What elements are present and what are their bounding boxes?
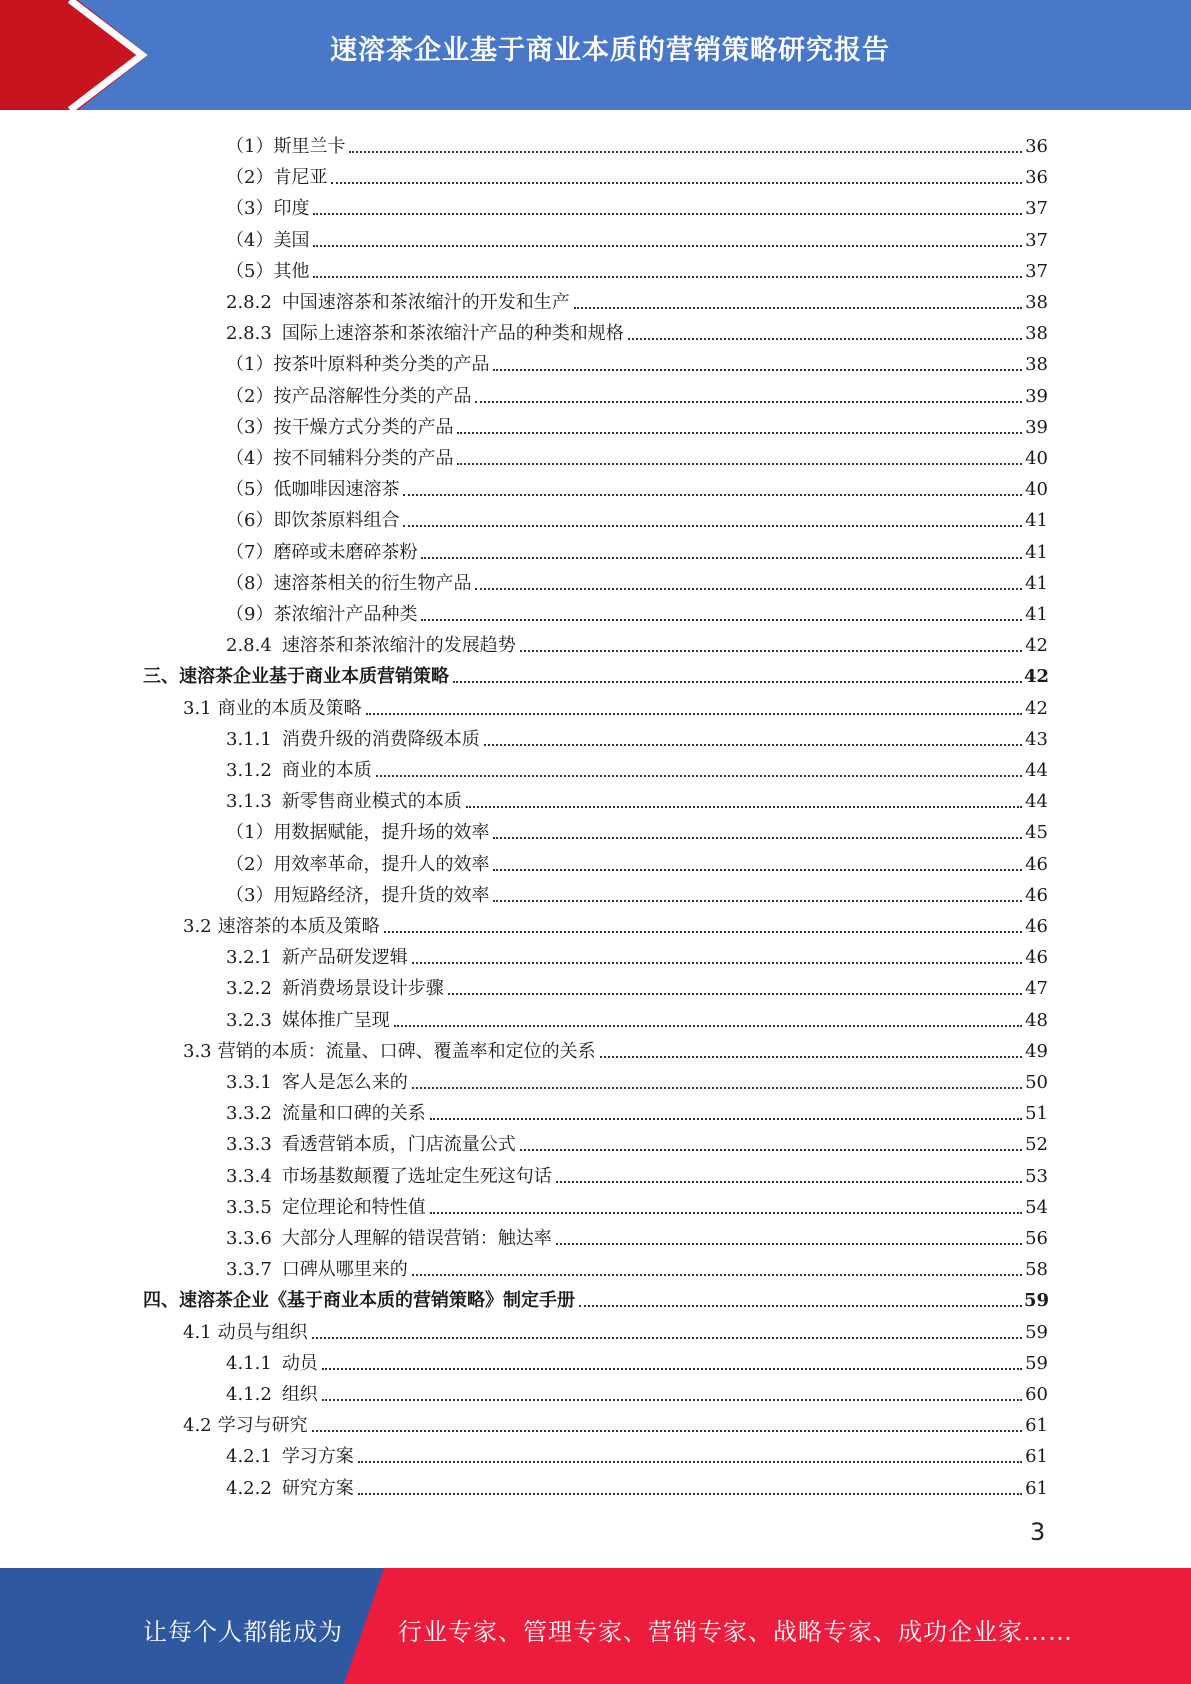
toc-entry-page: 51 — [1025, 1103, 1048, 1124]
toc-entry-label: 组织 — [281, 1384, 318, 1405]
toc-entry-label: 中国速溶茶和茶浓缩汁的开发和生产 — [281, 292, 570, 313]
toc-entry-label: 即饮茶原料组合 — [273, 510, 400, 531]
toc-dot-leader — [412, 1086, 1022, 1089]
toc-entry-number: （1） — [226, 136, 274, 157]
toc-entry-number: 三、 — [143, 666, 179, 687]
toc-entry-number: 3.3.1 — [226, 1072, 272, 1093]
toc-entry-number: （1） — [226, 354, 274, 375]
toc-entry-page: 37 — [1025, 261, 1048, 282]
toc-entry-page: 61 — [1025, 1446, 1048, 1467]
toc-entry[interactable] — [183, 1407, 1048, 1437]
toc-entry-label: 新消费场景设计步骤 — [281, 978, 444, 999]
toc-entry-number: （3） — [226, 885, 274, 906]
toc-entry-page: 39 — [1025, 417, 1048, 438]
toc-entry-number: 3.1.3 — [226, 791, 272, 812]
toc-entry-label: 低咖啡因速溶茶 — [273, 479, 400, 500]
toc-entry[interactable] — [226, 284, 1048, 314]
toc-entry[interactable] — [226, 471, 1048, 501]
toc-entry[interactable] — [226, 378, 1048, 408]
toc-entry-page: 47 — [1025, 978, 1048, 999]
toc-entry-number: 4.1.2 — [226, 1384, 272, 1405]
toc-entry-label: 国际上速溶茶和茶浓缩汁产品的种类和规格 — [281, 323, 624, 344]
toc-entry-page: 45 — [1025, 822, 1048, 843]
toc-dot-leader — [453, 680, 1022, 683]
toc-entry-page: 40 — [1025, 479, 1048, 500]
toc-entry-page: 36 — [1025, 136, 1048, 157]
toc-entry-page: 37 — [1025, 230, 1048, 251]
toc-entry-number: （2） — [226, 386, 274, 407]
toc-dot-leader — [312, 1429, 1022, 1432]
toc-dot-leader — [520, 649, 1022, 652]
toc-entry-number: 2.8.4 — [226, 635, 272, 656]
toc-entry-page: 59 — [1025, 1353, 1048, 1374]
toc-dot-leader — [313, 212, 1022, 215]
toc-dot-leader — [322, 1367, 1022, 1370]
toc-dot-leader — [376, 774, 1022, 777]
toc-entry-page: 46 — [1025, 916, 1048, 937]
toc-entry-label: 流量和口碑的关系 — [281, 1103, 426, 1124]
toc-entry-page: 41 — [1025, 604, 1048, 625]
toc-entry-page: 46 — [1025, 854, 1048, 875]
toc-entry-label: 市场基数颠覆了选址定生死这句话 — [281, 1166, 552, 1187]
toc-entry-label: 其他 — [273, 261, 310, 282]
toc-entry-label: 用效率革命，提升人的效率 — [273, 854, 490, 875]
toc-entry-page: 39 — [1025, 386, 1048, 407]
toc-entry-page: 52 — [1025, 1134, 1048, 1155]
toc-entry-number: （1） — [226, 822, 274, 843]
header-chevron-decoration — [0, 0, 160, 110]
toc-entry-number: 3.3.3 — [226, 1134, 272, 1155]
toc-entry-number: 3.3 — [183, 1041, 212, 1062]
toc-dot-leader — [430, 1117, 1022, 1120]
toc-entry-label: 速溶茶相关的衍生物产品 — [273, 573, 472, 594]
toc-dot-leader — [457, 462, 1022, 465]
toc-entry-number: （5） — [226, 479, 274, 500]
toc-entry[interactable] — [143, 658, 1048, 688]
toc-dot-leader — [313, 244, 1022, 247]
page-number: 3 — [1030, 1518, 1046, 1546]
toc-entry-label: 看透营销本质，门店流量公式 — [281, 1134, 516, 1155]
toc-entry-number: 3.3.5 — [226, 1197, 272, 1218]
toc-entry-label: 肯尼亚 — [273, 167, 328, 188]
toc-entry[interactable] — [226, 534, 1048, 564]
toc-entry-page: 40 — [1025, 448, 1048, 469]
toc-entry-page: 44 — [1025, 760, 1048, 781]
toc-dot-leader — [484, 743, 1022, 746]
toc-entry[interactable] — [183, 908, 1048, 938]
toc-entry-page: 61 — [1025, 1415, 1048, 1436]
toc-entry-page: 41 — [1025, 510, 1048, 531]
toc-entry-page: 42 — [1025, 698, 1048, 719]
toc-entry-number: （4） — [226, 230, 274, 251]
toc-entry-page: 43 — [1025, 729, 1048, 750]
toc-entry[interactable] — [226, 1376, 1048, 1406]
toc-entry-page: 42 — [1025, 635, 1048, 656]
toc-entry[interactable] — [226, 1438, 1048, 1468]
toc-entry-page: 36 — [1025, 167, 1048, 188]
page-footer — [0, 1568, 1191, 1684]
toc-entry-label: 按茶叶原料种类分类的产品 — [273, 354, 490, 375]
toc-entry[interactable] — [226, 1095, 1048, 1125]
toc-dot-leader — [358, 1460, 1022, 1463]
toc-entry-page: 59 — [1025, 1322, 1048, 1343]
toc-dot-leader — [493, 868, 1022, 871]
toc-entry-label: 磨碎或未磨碎茶粉 — [273, 542, 418, 563]
toc-entry-number: 2.8.2 — [226, 292, 272, 313]
toc-dot-leader — [322, 1398, 1022, 1401]
toc-entry[interactable] — [226, 502, 1048, 532]
toc-dot-leader — [448, 992, 1022, 995]
toc-dot-leader — [430, 1211, 1022, 1214]
toc-entry-number: 4.2 — [183, 1415, 212, 1436]
toc-entry-label: 速溶茶和茶浓缩汁的发展趋势 — [281, 635, 516, 656]
toc-entry-number: （3） — [226, 198, 274, 219]
toc-dot-leader — [358, 1492, 1022, 1495]
toc-dot-leader — [520, 1148, 1022, 1151]
toc-entry-number: （2） — [226, 854, 274, 875]
toc-entry-number: （9） — [226, 604, 274, 625]
toc-dot-leader — [574, 306, 1022, 309]
toc-entry-number: （5） — [226, 261, 274, 282]
toc-entry-label: 按不同辅料分类的产品 — [273, 448, 454, 469]
toc-entry[interactable] — [226, 1189, 1048, 1219]
toc-entry[interactable] — [226, 1002, 1048, 1032]
toc-entry-number: 4.1 — [183, 1322, 212, 1343]
toc-entry[interactable] — [226, 1064, 1048, 1094]
toc-entry[interactable] — [226, 1126, 1048, 1156]
toc-entry-label: 消费升级的消费降级本质 — [281, 729, 480, 750]
toc-entry[interactable] — [226, 409, 1048, 439]
toc-entry[interactable] — [226, 565, 1048, 595]
footer-slogan-left: 让每个人都能成为 — [143, 1618, 343, 1646]
toc-entry[interactable] — [226, 814, 1048, 844]
toc-entry-label: 速溶茶企业基于商业本质营销策略 — [179, 666, 449, 687]
page-header — [0, 0, 1191, 110]
toc-entry[interactable] — [226, 627, 1048, 657]
toc-entry[interactable] — [226, 846, 1048, 876]
toc-entry[interactable] — [226, 440, 1048, 470]
toc-entry-number: 3.1.1 — [226, 729, 272, 750]
toc-entry-page: 54 — [1025, 1197, 1048, 1218]
toc-entry-page: 38 — [1025, 292, 1048, 313]
toc-entry[interactable] — [226, 939, 1048, 969]
toc-entry-label: 学习与研究 — [217, 1415, 308, 1436]
toc-entry[interactable] — [226, 128, 1048, 158]
toc-dot-leader — [457, 431, 1022, 434]
toc-entry-page: 60 — [1025, 1384, 1048, 1405]
toc-dot-leader — [366, 712, 1022, 715]
toc-dot-leader — [466, 805, 1022, 808]
toc-dot-leader — [628, 337, 1022, 340]
toc-entry-label: 定位理论和特性值 — [281, 1197, 426, 1218]
toc-entry-page: 48 — [1025, 1010, 1048, 1031]
toc-entry-page: 38 — [1025, 354, 1048, 375]
toc-entry-number: （2） — [226, 167, 274, 188]
toc-entry[interactable] — [226, 1158, 1048, 1188]
toc-entry-page: 46 — [1025, 947, 1048, 968]
toc-dot-leader — [556, 1242, 1022, 1245]
toc-entry[interactable] — [183, 1314, 1048, 1344]
toc-entry-number: 3.3.6 — [226, 1228, 272, 1249]
toc-entry-number: （4） — [226, 448, 274, 469]
toc-entry-label: 用短路经济，提升货的效率 — [273, 885, 490, 906]
toc-entry-page: 41 — [1025, 573, 1048, 594]
toc-entry-page: 41 — [1025, 542, 1048, 563]
toc-dot-leader — [556, 1180, 1022, 1183]
toc-entry-page: 56 — [1025, 1228, 1048, 1249]
toc-entry-page: 59 — [1024, 1290, 1050, 1311]
toc-entry[interactable] — [226, 1470, 1048, 1500]
toc-entry[interactable] — [226, 877, 1048, 907]
toc-dot-leader — [412, 961, 1022, 964]
toc-entry-label: 用数据赋能，提升场的效率 — [273, 822, 490, 843]
toc-entry[interactable] — [226, 222, 1048, 252]
toc-dot-leader — [493, 899, 1022, 902]
toc-dot-leader — [384, 930, 1022, 933]
toc-entry[interactable] — [226, 190, 1048, 220]
toc-dot-leader — [579, 1304, 1022, 1307]
toc-dot-leader — [412, 1273, 1022, 1276]
toc-entry-number: （7） — [226, 542, 274, 563]
toc-entry-number: （8） — [226, 573, 274, 594]
toc-dot-leader — [421, 556, 1022, 559]
toc-dot-leader — [475, 400, 1022, 403]
toc-entry-label: 美国 — [273, 230, 310, 251]
toc-entry-number: 4.2.2 — [226, 1478, 272, 1499]
toc-entry-label: 印度 — [273, 198, 310, 219]
toc-entry-number: 3.2.2 — [226, 978, 272, 999]
footer-slogan-right: 行业专家、管理专家、营销专家、战略专家、成功企业家…… — [398, 1618, 1073, 1646]
toc-entry-label: 新零售商业模式的本质 — [281, 791, 462, 812]
toc-dot-leader — [403, 524, 1022, 527]
toc-entry-page: 50 — [1025, 1072, 1048, 1093]
toc-entry[interactable] — [183, 1033, 1048, 1063]
toc-entry[interactable] — [226, 721, 1048, 751]
toc-entry[interactable] — [143, 1282, 1048, 1312]
toc-entry-page: 37 — [1025, 198, 1048, 219]
toc-entry-number: 3.3.4 — [226, 1166, 272, 1187]
toc-entry-page: 46 — [1025, 885, 1048, 906]
toc-entry[interactable] — [226, 596, 1048, 626]
toc-entry[interactable] — [226, 970, 1048, 1000]
toc-entry-label: 客人是怎么来的 — [281, 1072, 408, 1093]
toc-entry-number: （3） — [226, 417, 274, 438]
toc-entry-label: 速溶茶的本质及策略 — [217, 916, 380, 937]
toc-entry-number: 4.1.1 — [226, 1353, 272, 1374]
toc-entry-number: 3.1 — [183, 698, 212, 719]
toc-entry-page: 58 — [1025, 1259, 1048, 1280]
toc-entry-number: 3.3.2 — [226, 1103, 272, 1124]
toc-entry-number: 四、 — [143, 1290, 179, 1311]
toc-entry[interactable] — [226, 346, 1048, 376]
toc-dot-leader — [421, 618, 1022, 621]
toc-dot-leader — [493, 368, 1022, 371]
toc-entry[interactable] — [226, 752, 1048, 782]
toc-dot-leader — [475, 587, 1022, 590]
report-title: 速溶茶企业基于商业本质的营销策略研究报告 — [330, 35, 890, 66]
toc-entry[interactable] — [226, 315, 1048, 345]
toc-entry-number: 3.2.1 — [226, 947, 272, 968]
toc-entry[interactable] — [226, 1220, 1048, 1250]
toc-entry-label: 动员 — [281, 1353, 318, 1374]
toc-entry-label: 新产品研发逻辑 — [281, 947, 408, 968]
toc-dot-leader — [312, 1336, 1022, 1339]
toc-entry-label: 学习方案 — [281, 1446, 354, 1467]
toc-entry-label: 口碑从哪里来的 — [281, 1259, 408, 1280]
toc-entry-label: 按干燥方式分类的产品 — [273, 417, 454, 438]
toc-dot-leader — [349, 150, 1022, 153]
toc-entry[interactable] — [226, 783, 1048, 813]
toc-entry-label: 茶浓缩汁产品种类 — [273, 604, 418, 625]
toc-entry-number: 3.2.3 — [226, 1010, 272, 1031]
toc-entry-number: 3.1.2 — [226, 760, 272, 781]
toc-entry-label: 按产品溶解性分类的产品 — [273, 386, 472, 407]
toc-entry-page: 53 — [1025, 1166, 1048, 1187]
toc-dot-leader — [313, 275, 1022, 278]
toc-dot-leader — [331, 181, 1022, 184]
toc-entry-label: 商业的本质及策略 — [217, 698, 362, 719]
toc-entry-page: 49 — [1025, 1041, 1048, 1062]
toc-entry-label: 商业的本质 — [281, 760, 372, 781]
toc-entry-label: 动员与组织 — [217, 1322, 308, 1343]
toc-entry-label: 营销的本质：流量、口碑、覆盖率和定位的关系 — [217, 1041, 596, 1062]
toc-entry-label: 斯里兰卡 — [273, 136, 346, 157]
toc-entry-page: 61 — [1025, 1478, 1048, 1499]
toc-entry-label: 研究方案 — [281, 1478, 354, 1499]
toc-dot-leader — [493, 836, 1022, 839]
toc-dot-leader — [394, 1024, 1022, 1027]
toc-entry[interactable] — [226, 1345, 1048, 1375]
toc-dot-leader — [403, 493, 1022, 496]
toc-entry[interactable] — [226, 159, 1048, 189]
toc-entry-page: 38 — [1025, 323, 1048, 344]
toc-entry-number: 2.8.3 — [226, 323, 272, 344]
toc-entry-page: 42 — [1024, 666, 1050, 687]
toc-entry-number: （6） — [226, 510, 274, 531]
toc-entry[interactable] — [183, 690, 1048, 720]
toc-dot-leader — [600, 1055, 1022, 1058]
toc-entry[interactable] — [226, 253, 1048, 283]
toc-entry-number: 4.2.1 — [226, 1446, 272, 1467]
toc-entry-label: 媒体推广呈现 — [281, 1010, 390, 1031]
toc-entry-label: 速溶茶企业《基于商业本质的营销策略》制定手册 — [179, 1290, 575, 1311]
toc-entry[interactable] — [226, 1251, 1048, 1281]
toc-entry-page: 44 — [1025, 791, 1048, 812]
toc-entry-number: 3.2 — [183, 916, 212, 937]
toc-entry-number: 3.3.7 — [226, 1259, 272, 1280]
toc-entry-label: 大部分人理解的错误营销：触达率 — [281, 1228, 552, 1249]
